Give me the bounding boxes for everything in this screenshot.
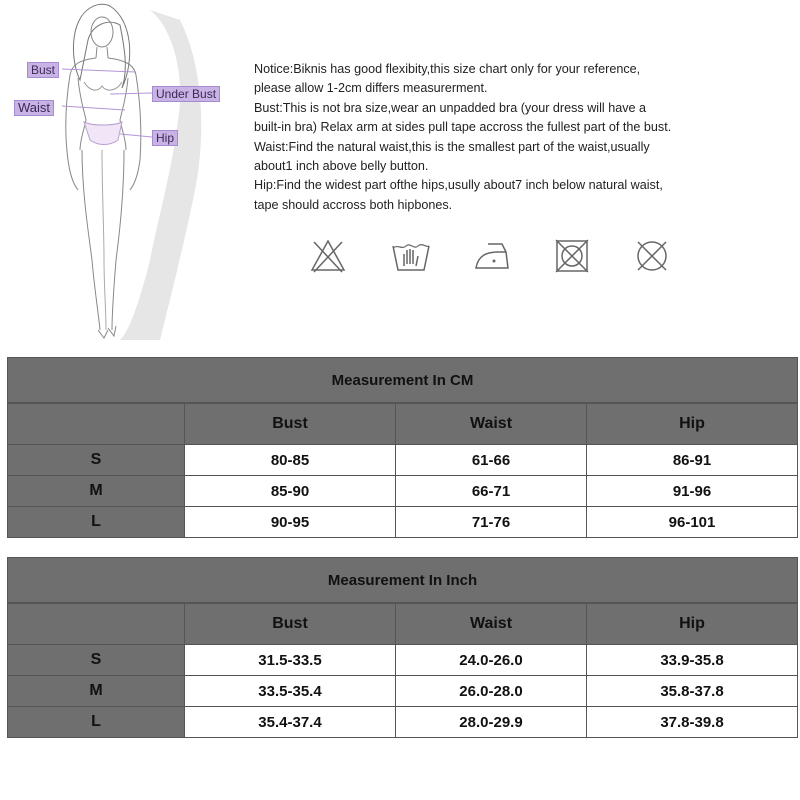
notice-line: built-in bra) Relax arm at sides pull tape accross the fullest part of the bust.	[254, 120, 672, 135]
size-label: M	[8, 676, 185, 707]
waist-value: 66-71	[396, 476, 587, 507]
size-table-inch	[7, 557, 798, 738]
size-label: L	[8, 707, 185, 738]
size-label: L	[8, 507, 185, 538]
bust-value: 85-90	[185, 476, 396, 507]
hip-value: 33.9-35.8	[587, 645, 798, 676]
header-hip: Hip	[587, 403, 798, 445]
under-bust-label: Under Bust	[152, 86, 220, 102]
hip-value: 96-101	[587, 507, 798, 538]
bust-value: 80-85	[185, 445, 396, 476]
hip-value: 86-91	[587, 445, 798, 476]
header-hip: Hip	[587, 603, 798, 645]
care-icons-row	[300, 236, 680, 282]
waist-value: 26.0-28.0	[396, 676, 587, 707]
body-measurement-figure	[0, 0, 240, 340]
hip-value: 91-96	[587, 476, 798, 507]
iron-low-icon	[472, 236, 512, 276]
header-bust: Bust	[185, 603, 396, 645]
woman-figure-illustration	[0, 0, 240, 340]
header-waist: Waist	[396, 403, 587, 445]
do-not-bleach-icon	[308, 236, 348, 276]
size-label: M	[8, 476, 185, 507]
hip-value: 37.8-39.8	[587, 707, 798, 738]
notice-line: Bust:This is not bra size,wear an unpadded bra (your dress will have a	[254, 100, 647, 115]
size-label: S	[8, 645, 185, 676]
do-not-tumble-dry-icon	[552, 236, 592, 276]
header-empty-cell	[8, 403, 185, 445]
waist-value: 28.0-29.9	[396, 707, 587, 738]
header-waist: Waist	[396, 603, 587, 645]
notice-line: please allow 1-2cm differs measurerment.	[254, 81, 488, 96]
size-label: S	[8, 445, 185, 476]
header-empty-cell	[8, 603, 185, 645]
table-row	[8, 676, 798, 707]
notice-line: about1 inch above belly button.	[254, 159, 429, 174]
size-table-cm	[7, 357, 798, 538]
do-not-dry-clean-icon	[632, 236, 672, 276]
hip-label: Hip	[152, 130, 178, 146]
table-row	[8, 445, 798, 476]
waist-value: 61-66	[396, 445, 587, 476]
bust-value: 31.5-33.5	[185, 645, 396, 676]
waist-value: 24.0-26.0	[396, 645, 587, 676]
table-row	[8, 507, 798, 538]
table-row	[8, 645, 798, 676]
notice-line: Waist:Find the natural waist,this is the smallest part of the waist,usually	[254, 139, 650, 154]
bust-value: 35.4-37.4	[185, 707, 396, 738]
bust-value: 33.5-35.4	[185, 676, 396, 707]
notice-line: Hip:Find the widest part ofthe hips,usully about7 inch below natural waist,	[254, 178, 663, 193]
bust-value: 90-95	[185, 507, 396, 538]
table-title: Measurement In CM	[8, 358, 798, 404]
table-title: Measurement In Inch	[8, 558, 798, 604]
hip-value: 35.8-37.8	[587, 676, 798, 707]
bust-label: Bust	[27, 62, 59, 78]
notice-line: Notice:Biknis has good flexibity,this size chart only for your reference,	[254, 62, 641, 76]
header-bust: Bust	[185, 403, 396, 445]
waist-value: 71-76	[396, 507, 587, 538]
waist-label: Waist	[14, 100, 54, 116]
notice-text	[254, 60, 794, 215]
table-row	[8, 707, 798, 738]
table-row	[8, 476, 798, 507]
hand-wash-icon	[390, 236, 432, 276]
notice-line: tape should accross both hipbones.	[254, 197, 453, 212]
